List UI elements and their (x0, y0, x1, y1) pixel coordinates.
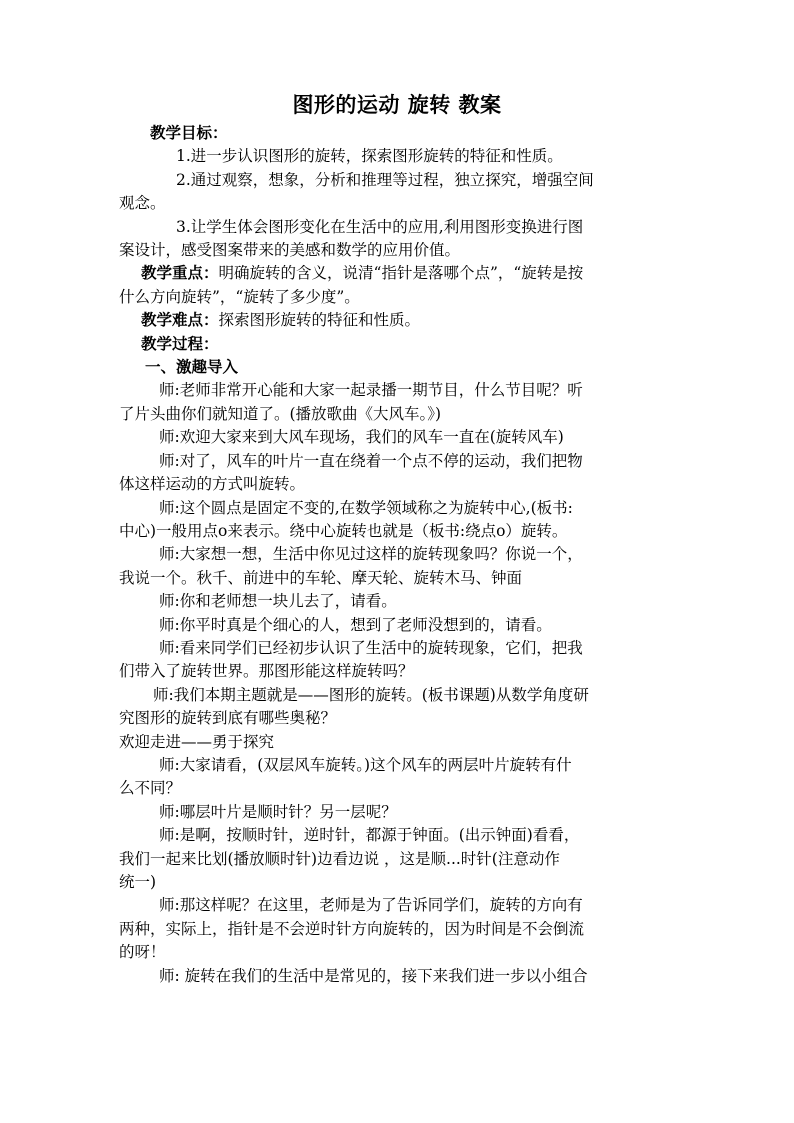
dialogue-line: 我们一起来比划(播放顺时针)边看边说 ，这是顺...时针(注意动作 (119, 849, 560, 868)
dialogue-paragraph (119, 590, 675, 613)
dialogue-line: 的呀！ (119, 943, 166, 962)
dialogue-line: 体这样运动的方式叫旋转。 (119, 475, 306, 494)
goal-item (119, 216, 675, 263)
process-heading-text: 教学过程： (141, 334, 219, 353)
section-heading (119, 356, 675, 379)
dialogue-line: 究图形的旋转到底有哪些奥秘？ (119, 709, 337, 728)
dialogue-line: 师:这个圆点是固定不变的,在数学领域称之为旋转中心,(板书: (159, 498, 573, 517)
dialogue-line: 两种，实际上，指针是不会逆时针方向旋转的，因为时间是不会倒流 (119, 919, 585, 938)
dialogue-paragraph (119, 684, 675, 731)
process-heading (119, 333, 675, 356)
dialogue-line: 师:大家请看，(双层风车旋转。)这个风车的两层叶片旋转有什 (159, 755, 572, 774)
dialogue-paragraph (119, 754, 675, 801)
goals-heading-text: 教学目标： (150, 124, 228, 142)
key-point-line: 什么方向旋转”，“旋转了多少度”。 (119, 287, 360, 306)
difficulty-label: 教学难点： (141, 311, 219, 330)
document-body (119, 122, 675, 988)
difficulty (119, 309, 675, 332)
dialogue-line: 师:是啊，按顺时针，逆时针，都源于钟面。(出示钟面)看看， (159, 826, 580, 845)
dialogue-line: 师:对了，风车的叶片一直在绕着一个点不停的运动，我们把物 (159, 451, 583, 470)
section-heading-text: 一、激趣导入 (145, 358, 239, 377)
document-title: 图形的运动 旋转 教案 (292, 93, 502, 117)
key-point (119, 262, 675, 309)
dialogue-line: 师:哪层叶片是顺时针？另一层呢？ (159, 802, 397, 821)
dialogue-line: 师:你和老师想一块儿去了，请看。 (159, 592, 397, 611)
dialogue-line: 师:大家想一想，生活中你见过这样的旋转现象吗？你说一个， (159, 545, 583, 564)
dialogue-paragraph (119, 497, 675, 544)
dialogue-paragraph (119, 450, 675, 497)
dialogue-paragraph (119, 614, 675, 637)
goal-line: 1.进一步认识图形的旋转，探索图形旋转的特征和性质。 (176, 147, 563, 166)
goal-item (119, 169, 675, 216)
dialogue-line: 师:老师非常开心能和大家一起录播一期节目，什么节目呢？听 (159, 381, 583, 400)
dialogue-paragraph (119, 824, 675, 894)
dialogue-line: 么不同？ (119, 779, 182, 798)
key-point-label: 教学重点： (141, 264, 219, 283)
dialogue-paragraph (119, 379, 675, 426)
welcome-line (119, 731, 675, 754)
goal-line: 案设计，感受图案带来的美感和数学的应用价值。 (119, 241, 461, 260)
difficulty-text: 探索图形旋转的特征和性质。 (218, 311, 421, 330)
dialogue-line: 师:欢迎大家来到大风车现场，我们的风车一直在(旋转风车) (159, 428, 564, 447)
dialogue-line: 师:那这样呢？在这里，老师是为了告诉同学们，旋转的方向有 (159, 896, 583, 915)
dialogue-line: 师:我们本期主题就是——图形的旋转。(板书课题)从数学角度研 (153, 685, 589, 704)
dialogue-line: 统一) (119, 873, 157, 891)
dialogue-line: 中心)一般用点o来表示。绕中心旋转也就是（板书:绕点o）旋转。 (119, 521, 568, 540)
dialogue-paragraph (119, 801, 675, 824)
key-point-text: 明确旋转的含义，说清“指针是落哪个点”，“旋转是按 (218, 264, 584, 283)
dialogue-paragraph (119, 426, 675, 449)
dialogue-paragraph (119, 965, 675, 988)
goal-line: 3.让学生体会图形变化在生活中的应用,利用图形变换进行图 (176, 217, 584, 236)
goal-item (119, 145, 675, 168)
dialogue-line: 们带入了旋转世界。那图形能这样旋转吗？ (119, 662, 414, 681)
dialogue-line: 师:看来同学们已经初步认识了生活中的旋转现象，它们，把我 (159, 638, 583, 657)
welcome-line-text: 欢迎走进——勇于探究 (119, 732, 275, 751)
dialogue-line: 师: 旋转在我们的生活中是常见的，接下来我们进一步以小组合 (159, 966, 588, 985)
dialogue-paragraph (119, 543, 675, 590)
dialogue-paragraph (119, 637, 675, 684)
dialogue-line: 师:你平时真是个细心的人，想到了老师没想到的，请看。 (159, 615, 552, 634)
goal-line: 观念。 (119, 194, 166, 213)
dialogue-paragraph (119, 894, 675, 964)
goals-heading (119, 122, 675, 145)
dialogue-line: 我说一个。秋千、前进中的车轮、摩天轮、旋转木马、钟面 (119, 568, 523, 587)
dialogue-line: 了片头曲你们就知道了。(播放歌曲《大风车。》) (119, 404, 442, 423)
goal-line: 2.通过观察，想象，分析和推理等过程，独立探究，增强空间 (176, 170, 594, 189)
